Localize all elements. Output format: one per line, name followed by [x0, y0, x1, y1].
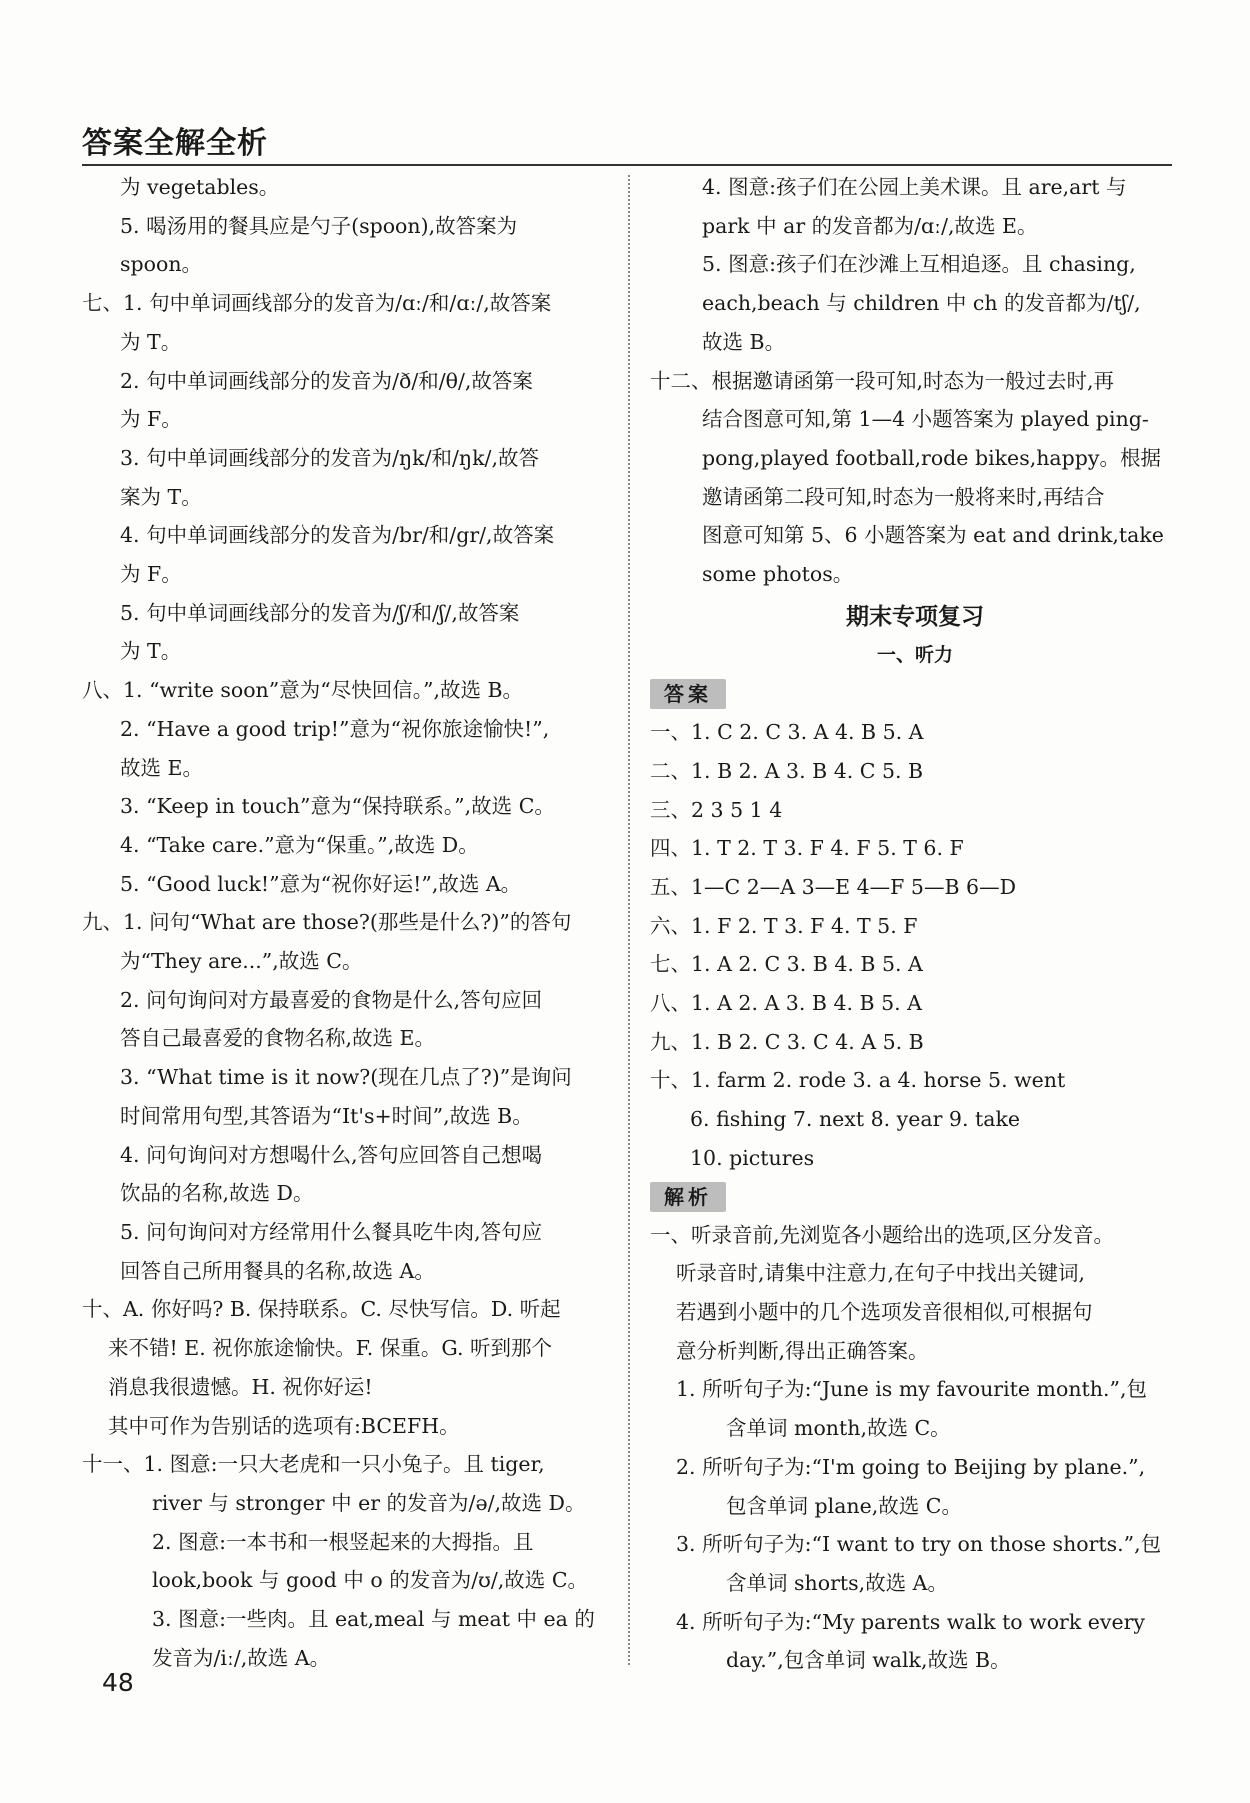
text-line: 九、1. 问句“What are those?(那些是什么?)”的答句	[82, 910, 572, 935]
analysis-line: 1. 所听句子为:“June is my favourite month.”,包	[676, 1377, 1147, 1402]
analysis-line: 3. 所听句子为:“I want to try on those shorts.”,包	[676, 1532, 1162, 1557]
text-line: 2. 图意:一本书和一根竖起来的大拇指。且	[152, 1529, 534, 1554]
text-line: 4. 句中单词画线部分的发音为/br/和/gr/,故答案	[120, 523, 555, 548]
text-line: 邀请函第二段可知,时态为一般将来时,再结合	[702, 484, 1105, 509]
text-line: 其中可作为告别话的选项有:BCEFH。	[108, 1413, 460, 1438]
answer-line: 二、1. B 2. A 3. B 4. C 5. B	[650, 758, 924, 783]
analysis-line: 听录音时,请集中注意力,在句子中找出关键词,	[676, 1261, 1086, 1286]
text-line: 5. 图意:孩子们在沙滩上互相追逐。且 chasing,	[702, 252, 1136, 277]
text-line: 2. 句中单词画线部分的发音为/ð/和/θ/,故答案	[120, 368, 533, 393]
section-title: 期末专项复习	[846, 603, 984, 630]
text-line: 时间常用句型,其答语为“It's+时间”,故选 B。	[120, 1103, 533, 1128]
text-line: 发音为/iː/,故选 A。	[152, 1645, 331, 1670]
text-line: 十一、1. 图意:一只大老虎和一只小兔子。且 tiger,	[82, 1452, 545, 1477]
text-line: 图意可知第 5、6 小题答案为 eat and drink,take	[702, 523, 1164, 548]
page-header	[82, 112, 1172, 166]
text-line: 5. 句中单词画线部分的发音为/ʃ/和/ʃ/,故答案	[120, 600, 520, 625]
text-line: 十二、根据邀请函第一段可知,时态为一般过去时,再	[650, 368, 1115, 393]
answer-line: 九、1. B 2. C 3. C 4. A 5. B	[650, 1029, 924, 1054]
text-line: 5. “Good luck!”意为“祝你好运!”,故选 A。	[120, 871, 522, 896]
text-line: 3. 图意:一些肉。且 eat,meal 与 meat 中 ea 的	[152, 1607, 595, 1632]
text-line: 为 vegetables。	[120, 175, 280, 199]
text-line: 为 T。	[120, 329, 182, 354]
text-line: 结合图意可知,第 1—4 小题答案为 played ping-	[702, 407, 1149, 432]
analysis-line: 意分析判断,得出正确答案。	[676, 1338, 929, 1363]
left-column	[82, 168, 622, 1677]
text-line: river 与 stronger 中 er 的发音为/ə/,故选 D。	[152, 1490, 586, 1515]
analysis-line: 一、听录音前,先浏览各小题给出的选项,区分发音。	[650, 1222, 1115, 1247]
text-line: 3. “What time is it now?(现在几点了?)”是询问	[120, 1065, 572, 1090]
analysis-list	[650, 1216, 1180, 1680]
answer-line: 五、1—C 2—A 3—E 4—F 5—B 6—D	[650, 874, 1017, 899]
text-line: 4. “Take care.”意为“保重。”,故选 D。	[120, 832, 479, 857]
text-line: 七、1. 句中单词画线部分的发音为/ɑː/和/ɑː/,故答案	[82, 291, 552, 316]
answer-list	[650, 713, 1180, 1177]
answer-line: 四、1. T 2. T 3. F 4. F 5. T 6. F	[650, 836, 964, 861]
answer-tag: 答案	[650, 679, 726, 709]
text-line: 来不错! E. 祝你旅途愉快。F. 保重。G. 听到那个	[108, 1336, 552, 1361]
text-line: some photos。	[702, 562, 854, 587]
analysis-line: 2. 所听句子为:“I'm going to Beijing by plane.”,	[676, 1454, 1146, 1479]
text-line: 为“They are...”,故选 C。	[120, 949, 363, 974]
analysis-line: 若遇到小题中的几个选项发音很相似,可根据句	[676, 1299, 1093, 1324]
text-line: look,book 与 good 中 o 的发音为/ʊ/,故选 C。	[152, 1568, 589, 1593]
text-line: 消息我很遗憾。H. 祝你好运!	[108, 1374, 373, 1399]
text-line: 答自己最喜爱的食物名称,故选 E。	[120, 1026, 435, 1051]
column-divider	[628, 175, 630, 1665]
answer-line: 八、1. A 2. A 3. B 4. B 5. A	[650, 991, 922, 1016]
text-line: 回答自己所用餐具的名称,故选 A。	[120, 1258, 435, 1283]
section-subtitle: 一、听力	[876, 644, 953, 667]
text-line: 故选 E。	[120, 755, 203, 780]
text-line: 八、1. “write soon”意为“尽快回信。”,故选 B。	[82, 678, 524, 703]
answer-line: 6. fishing 7. next 8. year 9. take	[690, 1107, 1021, 1132]
right-answer-text	[650, 168, 1180, 594]
analysis-line: 包含单词 plane,故选 C。	[726, 1493, 962, 1518]
text-line: 5. 喝汤用的餐具应是勺子(spoon),故答案为	[120, 213, 518, 238]
text-line: 4. 图意:孩子们在公园上美术课。且 are,art 与	[702, 175, 1127, 199]
text-line: 4. 问句询问对方想喝什么,答句应回答自己想喝	[120, 1142, 543, 1167]
analysis-line: 含单词 shorts,故选 A。	[726, 1570, 948, 1595]
analysis-line: day.”,包含单词 walk,故选 B。	[726, 1648, 1011, 1673]
analysis-line: 4. 所听句子为:“My parents walk to work every	[676, 1609, 1146, 1634]
text-line: 为 F。	[120, 407, 182, 432]
text-line: 3. “Keep in touch”意为“保持联系。”,故选 C。	[120, 794, 555, 819]
text-line: 2. 问句询问对方最喜爱的食物是什么,答句应回	[120, 987, 543, 1012]
text-line: 案为 T。	[120, 484, 202, 509]
answer-line: 10. pictures	[690, 1145, 815, 1170]
analysis-tag: 解析	[650, 1182, 726, 1212]
answer-line: 三、2 3 5 1 4	[650, 797, 783, 822]
analysis-line: 含单词 month,故选 C。	[726, 1416, 951, 1441]
text-line: park 中 ar 的发音都为/ɑː/,故选 E。	[702, 213, 1038, 238]
right-column	[650, 168, 1180, 1680]
header-title: 答案全解全析	[82, 126, 268, 161]
page-number: 48	[102, 1668, 134, 1697]
text-line: spoon。	[120, 252, 203, 277]
text-line: 为 T。	[120, 639, 182, 664]
text-line: 十、A. 你好吗? B. 保持联系。C. 尽快写信。D. 听起	[82, 1297, 561, 1322]
text-line: 3. 句中单词画线部分的发音为/ŋk/和/ŋk/,故答	[120, 445, 539, 470]
text-line: each,beach 与 children 中 ch 的发音都为/tʃ/,	[702, 291, 1141, 316]
text-line: 饮品的名称,故选 D。	[120, 1181, 314, 1206]
answer-line: 七、1. A 2. C 3. B 4. B 5. A	[650, 952, 923, 977]
answer-line: 一、1. C 2. C 3. A 4. B 5. A	[650, 720, 924, 745]
text-line: 5. 问句询问对方经常用什么餐具吃牛肉,答句应	[120, 1219, 543, 1244]
answer-line: 十、1. farm 2. rode 3. a 4. horse 5. went	[650, 1068, 1066, 1093]
text-line: 为 F。	[120, 562, 182, 587]
text-line: 故选 B。	[702, 329, 786, 354]
text-line: 2. “Have a good trip!”意为“祝你旅途愉快!”,	[120, 716, 550, 741]
text-line: pong,played football,rode bikes,happy。根据	[702, 445, 1161, 470]
answer-line: 六、1. F 2. T 3. F 4. T 5. F	[650, 913, 918, 938]
